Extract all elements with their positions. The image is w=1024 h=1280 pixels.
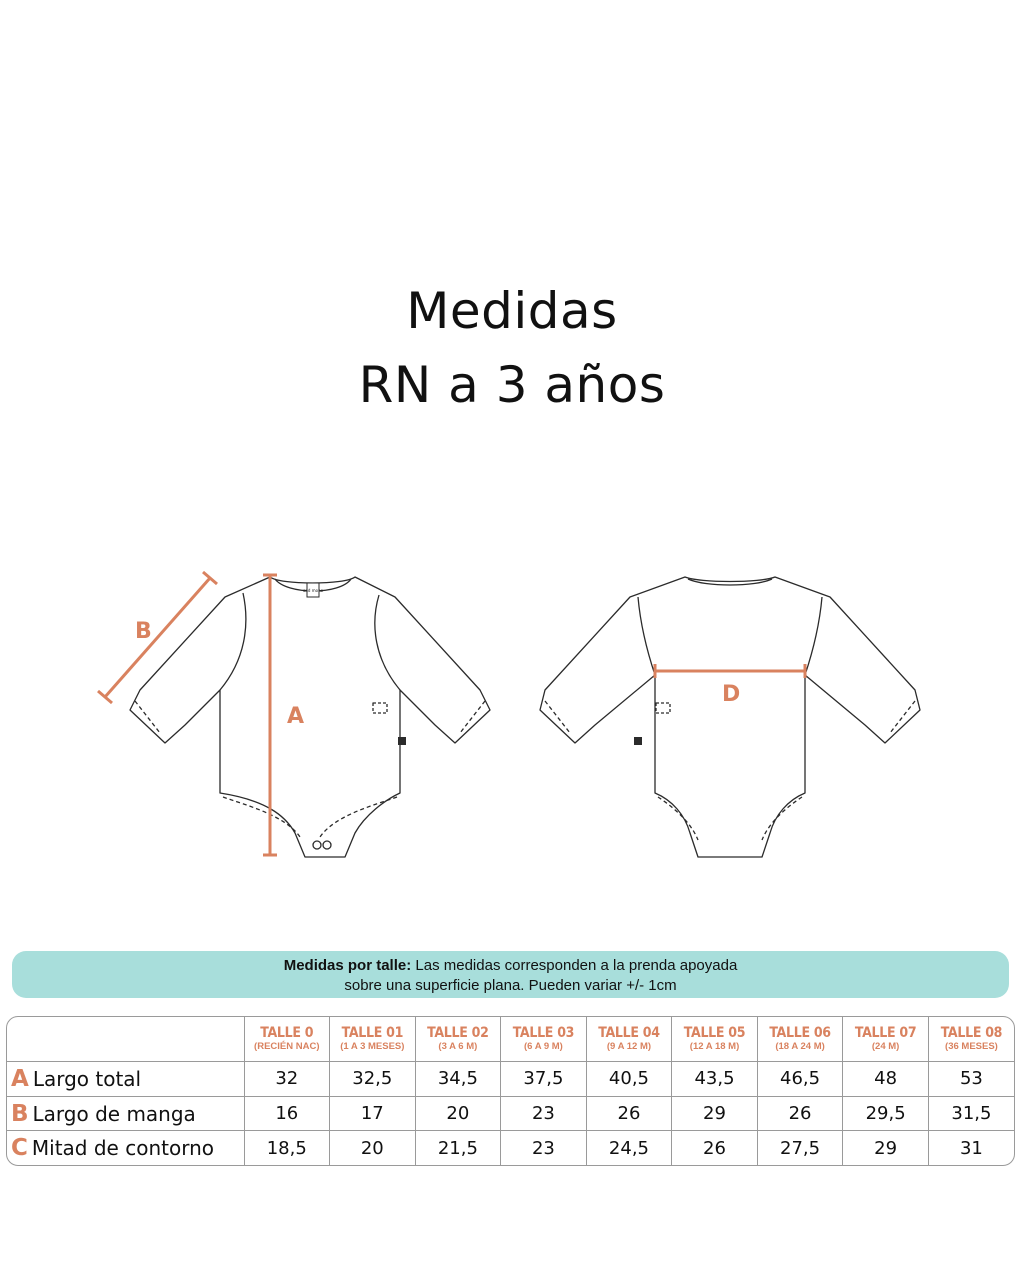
row-label: Mitad de contorno xyxy=(31,1136,214,1161)
measure-a-label: A xyxy=(287,704,305,729)
size-name: TALLE 03 xyxy=(512,1025,575,1041)
table-cell: 27,5 xyxy=(757,1131,843,1165)
size-range: (24 M) xyxy=(871,1041,900,1052)
table-cell: 43,5 xyxy=(672,1062,758,1097)
note-line2: sobre una superficie plana. Pueden variar +/- 1cm xyxy=(344,977,677,994)
table-cell: 18,5 xyxy=(244,1131,330,1165)
table-cell: 26 xyxy=(757,1096,843,1131)
measure-a-line xyxy=(263,575,277,855)
row-letter: A xyxy=(11,1065,29,1092)
table-cell: 29 xyxy=(843,1131,929,1165)
row-label-cell xyxy=(7,1062,244,1097)
size-range: (36 MESES) xyxy=(945,1041,998,1052)
size-name: TALLE 01 xyxy=(341,1025,404,1041)
table-cell: 32,5 xyxy=(330,1062,416,1097)
size-range: (1 A 3 MESES) xyxy=(340,1041,405,1052)
row-label: Largo total xyxy=(32,1066,142,1091)
bodysuit-front-diagram xyxy=(95,565,515,865)
table-cell: 26 xyxy=(672,1131,758,1165)
size-name: TALLE 05 xyxy=(683,1025,746,1041)
row-letter: C xyxy=(11,1135,28,1162)
page-subtitle: RN a 3 años xyxy=(358,356,666,414)
row-label-cell xyxy=(7,1096,244,1131)
size-range: (18 A 24 M) xyxy=(775,1041,825,1052)
size-header xyxy=(928,1017,1014,1062)
table-row xyxy=(7,1096,1014,1131)
svg-text:ond mono: ond mono xyxy=(302,588,324,593)
table-cell: 34,5 xyxy=(415,1062,501,1097)
table-cell: 53 xyxy=(928,1062,1014,1097)
size-header xyxy=(757,1017,843,1062)
table-cell: 29 xyxy=(672,1096,758,1131)
table-cell: 17 xyxy=(330,1096,416,1131)
size-header xyxy=(843,1017,929,1062)
size-table xyxy=(6,1016,1015,1166)
table-cell: 46,5 xyxy=(757,1062,843,1097)
table-cell: 31 xyxy=(928,1131,1014,1165)
table-cell: 32 xyxy=(244,1062,330,1097)
table-cell: 21,5 xyxy=(415,1131,501,1165)
table-cell: 31,5 xyxy=(928,1096,1014,1131)
table-cell: 40,5 xyxy=(586,1062,672,1097)
back-body-outline xyxy=(540,577,920,857)
front-body-outline xyxy=(130,577,490,857)
size-name: TALLE 04 xyxy=(598,1025,660,1041)
table-cell: 24,5 xyxy=(586,1131,672,1165)
size-header xyxy=(415,1017,501,1062)
table-cell: 26 xyxy=(586,1096,672,1131)
table-cell: 20 xyxy=(330,1131,416,1165)
header-blank xyxy=(7,1017,244,1062)
size-range: (RECIÉN NAC) xyxy=(254,1041,320,1052)
size-header xyxy=(330,1017,416,1062)
table-cell: 48 xyxy=(843,1062,929,1097)
size-name: TALLE 0 xyxy=(260,1025,314,1041)
table-cell: 16 xyxy=(244,1096,330,1131)
bodysuit-back-diagram xyxy=(530,565,930,865)
size-header xyxy=(586,1017,672,1062)
size-header xyxy=(672,1017,758,1062)
table-cell: 23 xyxy=(501,1096,587,1131)
row-label: Largo de manga xyxy=(32,1101,196,1126)
row-letter: B xyxy=(11,1100,29,1127)
note-bold: Medidas por talle: xyxy=(283,957,412,974)
note-line1: Las medidas corresponden a la prenda apoyada xyxy=(411,957,738,974)
size-range: (6 A 9 M) xyxy=(523,1041,563,1052)
table-cell: 37,5 xyxy=(501,1062,587,1097)
measurement-note xyxy=(12,951,1009,998)
row-label-cell xyxy=(7,1131,244,1165)
size-name: TALLE 07 xyxy=(854,1025,917,1041)
size-name: TALLE 08 xyxy=(940,1025,1003,1041)
size-range: (9 A 12 M) xyxy=(606,1041,652,1052)
measure-d-line xyxy=(655,664,805,678)
size-name: TALLE 06 xyxy=(769,1025,831,1041)
measure-b-line xyxy=(98,572,217,703)
measure-d-label: D xyxy=(722,682,741,707)
table-row xyxy=(7,1131,1014,1165)
size-range: (3 A 6 M) xyxy=(438,1041,478,1052)
table-row xyxy=(7,1062,1014,1097)
table-cell: 29,5 xyxy=(843,1096,929,1131)
measure-b-label: B xyxy=(135,619,152,644)
size-header xyxy=(244,1017,330,1062)
size-header xyxy=(501,1017,587,1062)
size-range: (12 A 18 M) xyxy=(689,1041,740,1052)
size-header-row xyxy=(7,1017,1014,1062)
page-title: Medidas xyxy=(406,282,618,340)
table-cell: 20 xyxy=(415,1096,501,1131)
size-name: TALLE 02 xyxy=(427,1025,489,1041)
table-cell: 23 xyxy=(501,1131,587,1165)
